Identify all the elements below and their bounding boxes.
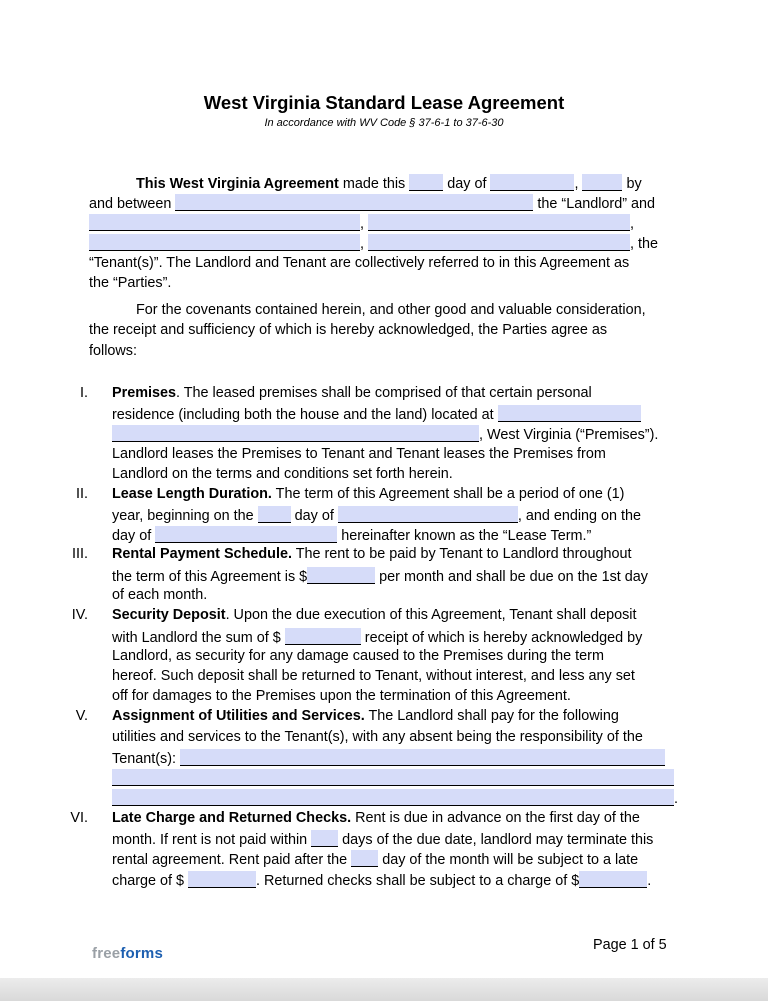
section-late-charge-line-4: charge of $ . Returned checks shall be subject to a charge of $ . bbox=[112, 873, 652, 889]
intro-bold: This West Virginia Agreement bbox=[136, 176, 339, 192]
section-number: III. bbox=[72, 546, 88, 562]
tenant-name-field-4[interactable] bbox=[368, 234, 630, 251]
section-premises-line-1: Premises. The leased premises shall be comprised of that certain personal bbox=[112, 385, 592, 401]
section-late-charge-line-2: month. If rent is not paid within days of the due date, landlord may terminate this bbox=[112, 832, 654, 848]
section-late-charge-line-3: rental agreement. Rent paid after the day of the month will be subject to a late bbox=[112, 852, 639, 868]
viewer-bottom-edge bbox=[0, 978, 768, 1001]
agreement-day-field[interactable] bbox=[409, 174, 443, 191]
returned-check-fee-field[interactable] bbox=[579, 871, 647, 888]
section-premises-line-5: Landlord on the terms and conditions set forth herein. bbox=[112, 466, 453, 482]
utilities-field-2[interactable] bbox=[112, 769, 674, 786]
consideration-line-1: For the covenants contained herein, and other good and valuable consideration, bbox=[136, 302, 646, 318]
intro-line-4: , , the bbox=[89, 234, 658, 253]
agreement-year-field[interactable] bbox=[582, 174, 622, 191]
intro-line-2: and between the “Landlord” and bbox=[89, 196, 656, 212]
section-heading: Premises bbox=[112, 385, 177, 401]
section-utilities-line-5: . bbox=[112, 789, 678, 808]
section-utilities-line-1: Assignment of Utilities and Services. The Landlord shall pay for the following bbox=[112, 708, 619, 724]
security-deposit-field[interactable] bbox=[285, 628, 361, 645]
section-deposit-line-4: hereof. Such deposit shall be returned to Tenant, without interest, and less any set bbox=[112, 668, 635, 684]
section-rent-line-3: of each month. bbox=[112, 587, 208, 603]
section-deposit-line-3: Landlord, as security for any damage caused to the Premises during the term bbox=[112, 648, 604, 664]
intro-line-6: the “Parties”. bbox=[89, 275, 172, 291]
monthly-rent-field[interactable] bbox=[307, 567, 375, 584]
section-lease-length-line-3: day of hereinafter known as the “Lease Term.” bbox=[112, 528, 592, 544]
intro-line-3: , , bbox=[89, 214, 634, 233]
section-number: II. bbox=[76, 486, 88, 502]
section-utilities-line-4 bbox=[112, 769, 674, 788]
section-number: V. bbox=[75, 708, 88, 724]
utilities-field-3[interactable] bbox=[112, 789, 674, 806]
late-charge-field[interactable] bbox=[188, 871, 256, 888]
section-rent-line-1: Rental Payment Schedule. The rent to be paid by Tenant to Landlord throughout bbox=[112, 546, 632, 562]
section-number: IV. bbox=[71, 607, 88, 623]
premises-address-field-2[interactable] bbox=[112, 425, 479, 442]
section-deposit-line-5: off for damages to the Premises upon the termination of this Agreement. bbox=[112, 688, 571, 704]
freeforms-logo: freeforms bbox=[92, 945, 164, 962]
section-utilities-line-3: Tenant(s): bbox=[112, 749, 665, 768]
section-deposit-line-1: Security Deposit. Upon the due execution of this Agreement, Tenant shall deposit bbox=[112, 607, 637, 623]
section-premises-line-3: , West Virginia (“Premises”). bbox=[112, 425, 658, 444]
late-day-of-month-field[interactable] bbox=[351, 850, 378, 867]
tenant-name-field-2[interactable] bbox=[368, 214, 630, 231]
document-title: West Virginia Standard Lease Agreement bbox=[203, 92, 565, 113]
section-number: VI. bbox=[70, 810, 88, 826]
section-heading: Assignment of Utilities and Services. bbox=[112, 708, 365, 724]
section-premises-line-4: Landlord leases the Premises to Tenant and Tenant leases the Premises from bbox=[112, 446, 606, 462]
tenant-name-field-3[interactable] bbox=[89, 234, 360, 251]
section-heading: Lease Length Duration. bbox=[112, 486, 272, 502]
premises-address-field-1[interactable] bbox=[498, 405, 641, 422]
section-heading: Rental Payment Schedule. bbox=[112, 546, 292, 562]
consideration-line-3: follows: bbox=[89, 343, 137, 359]
lease-start-month-field[interactable] bbox=[338, 506, 518, 523]
section-deposit-line-2: with Landlord the sum of $ receipt of which is hereby acknowledged by bbox=[112, 630, 643, 646]
intro-line-1: This West Virginia Agreement made this day of , by bbox=[136, 176, 642, 192]
intro-line-5: “Tenant(s)”. The Landlord and Tenant are collectively referred to in this Agreement as bbox=[89, 255, 630, 271]
tenant-name-field-1[interactable] bbox=[89, 214, 360, 231]
consideration-line-2: the receipt and sufficiency of which is hereby acknowledged, the Parties agree as bbox=[89, 322, 608, 338]
section-heading: Late Charge and Returned Checks. bbox=[112, 810, 352, 826]
utilities-field-1[interactable] bbox=[180, 749, 665, 766]
page-number: Page 1 of 5 bbox=[593, 937, 667, 953]
section-lease-length-line-2: year, beginning on the day of , and ending on the bbox=[112, 508, 642, 524]
section-late-charge-line-1: Late Charge and Returned Checks. Rent is due in advance on the first day of the bbox=[112, 810, 640, 826]
document-subtitle: In accordance with WV Code § 37-6-1 to 37-6-30 bbox=[264, 117, 504, 129]
section-premises-line-2: residence (including both the house and the land) located at bbox=[112, 405, 641, 424]
landlord-name-field[interactable] bbox=[175, 194, 533, 211]
section-number: I. bbox=[80, 385, 88, 401]
lease-start-day-field[interactable] bbox=[258, 506, 291, 523]
section-heading: Security Deposit bbox=[112, 607, 226, 623]
section-utilities-line-2: utilities and services to the Tenant(s), with any absent being the responsibility of the bbox=[112, 729, 643, 745]
lease-end-field[interactable] bbox=[155, 526, 337, 543]
agreement-month-field[interactable] bbox=[490, 174, 574, 191]
late-days-field[interactable] bbox=[311, 830, 338, 847]
section-rent-line-2: the term of this Agreement is $ per month and shall be due on the 1st day bbox=[112, 569, 648, 585]
section-lease-length-line-1: Lease Length Duration. The term of this Agreement shall be a period of one (1) bbox=[112, 486, 625, 502]
